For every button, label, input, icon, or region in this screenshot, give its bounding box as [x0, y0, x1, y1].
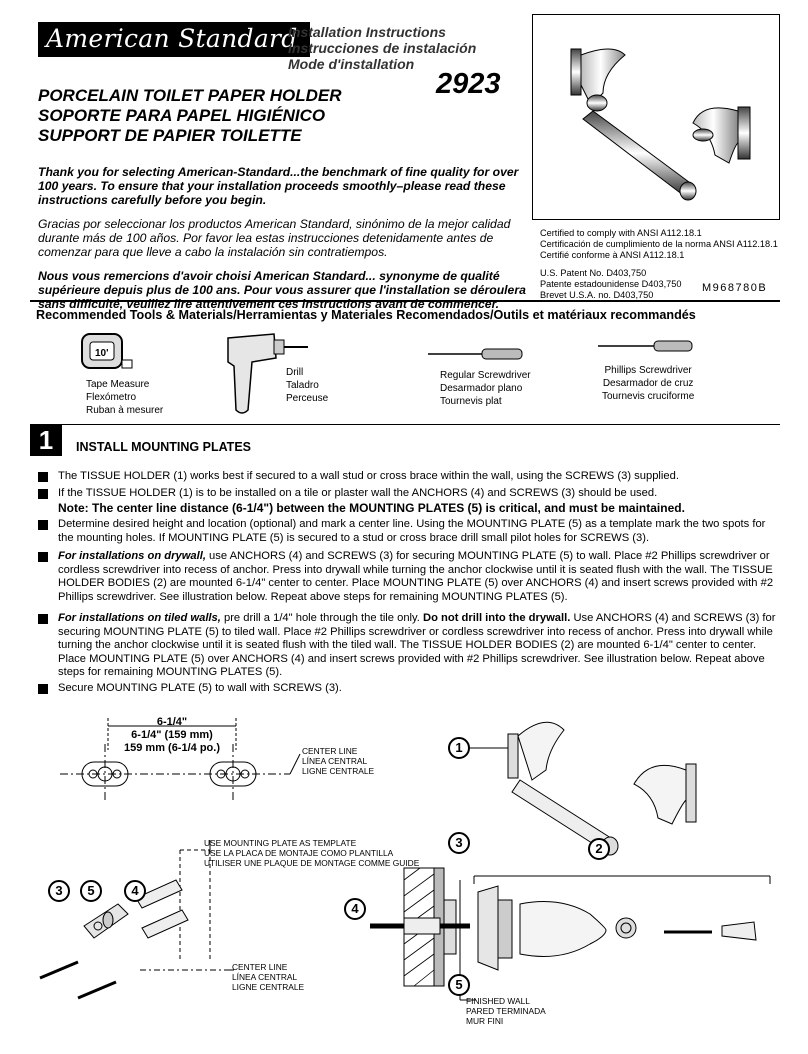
- callout-anchor: 4: [124, 880, 146, 902]
- bullet-mid: pre drill a 1/4" hole through the tile only.: [220, 612, 424, 624]
- template-label: [204, 838, 419, 868]
- cert-line: Certifié conforme à ANSI A112.18.1: [540, 250, 685, 260]
- intro-en: Thank you for selecting American-Standard...the benchmark of fine quality for over 100 years. To ensure that your installation proceeds smoothly–please read these instructions carefully before you begin.: [38, 165, 519, 207]
- bullet-text: The TISSUE HOLDER (1) works best if secured to a wall stud or cross brace within the wall, using the SCREWS (3) supplied.: [58, 470, 679, 482]
- tool-label-line: Perceuse: [286, 393, 329, 404]
- instruction-bullet: [38, 470, 780, 484]
- tool-label-line: Desarmador plano: [440, 383, 523, 394]
- bullet-lead: For installations on tiled walls,: [58, 612, 221, 624]
- bullet-square-icon: [38, 472, 48, 482]
- label-line: UTILISER UNE PLAQUE DE MONTAGE COMME GUIDE: [204, 858, 420, 868]
- model-number: 2923: [436, 68, 501, 100]
- finished-wall-label: [466, 996, 546, 1026]
- divider: [30, 424, 780, 425]
- tool-label-line: Tournevis cruciforme: [602, 391, 695, 402]
- label-line: CENTER LINE: [232, 962, 288, 972]
- tool-label-phillips: [602, 364, 694, 403]
- bullet-text: [58, 550, 780, 604]
- label-line: LIGNE CENTRALE: [302, 766, 375, 776]
- bullet-rest: Use ANCHORS (4) and SCREWS (3) for securing MOUNTING PLATE (5) to tiled wall. Place #2 Phillips screwdriver or cordless screwdriver into recess of anchor. Press into drywall while turning the anchor clockwise until it is seated flush with the tiled wall. The TISSUE HOLDER BODIES (2) are mounted 6-1/4" center to center. Place MOUNTING PLATE (5) over ANCHORS (4) and insert screws provided with #2 Phillips screwdriver. See illustration below. Repeat above steps for remaining MOUNTING PLATES (5).: [58, 612, 776, 678]
- tools-heading: Recommended Tools & Materials/Herramientas y Materiales Recomendados/Outils et matériaux recommandés: [36, 308, 696, 322]
- step-number: 1: [30, 424, 62, 456]
- toilet-paper-holder-illustration: [533, 15, 779, 219]
- bullet-square-icon: [38, 684, 48, 694]
- bullet-text: If the TISSUE HOLDER (1) is to be installed on a tile or plaster wall the ANCHORS (4) and SCREWS (3) should be used.: [58, 487, 658, 499]
- label-line: MUR FINI: [466, 1016, 504, 1026]
- tape-measure-label: 10': [95, 348, 109, 359]
- screwdriver-icon: [426, 346, 526, 362]
- tool-label-screwdriver: [440, 369, 531, 408]
- product-title-en: PORCELAIN TOILET PAPER HOLDER: [38, 86, 342, 105]
- tool-label-drill: [286, 366, 328, 405]
- intro-text: [38, 165, 526, 321]
- cert-line: Certificación de cumplimiento de la norma ANSI A112.18.1: [540, 239, 778, 249]
- tape-measure-icon: [78, 330, 134, 374]
- cert-line: Certified to comply with ANSI A112.18.1: [540, 228, 702, 238]
- bullet-square-icon: [38, 614, 48, 624]
- tool-label-line: Desarmador de cruz: [602, 378, 694, 389]
- label-line: FINISHED WALL: [466, 996, 530, 1006]
- dimension-label: [92, 716, 252, 755]
- callout-anchor: 4: [344, 898, 366, 920]
- label-line: CENTER LINE: [302, 746, 358, 756]
- label-line: USE LA PLACA DE MONTAJE COMO PLANTILLA: [204, 848, 394, 858]
- bullet-text: [58, 612, 780, 680]
- callout-screw: 3: [448, 832, 470, 854]
- label-line: LIGNE CENTRALE: [232, 982, 305, 992]
- product-image-frame: [532, 14, 780, 220]
- instruction-bullet: [38, 550, 780, 604]
- tool-label-line: Phillips Screwdriver: [604, 365, 692, 376]
- instructions-fr: Mode d'installation: [288, 56, 415, 72]
- intro-fr: Nous vous remercions d'avoir choisi American Standard... synonyme de qualité supérieure depuis plus de 100 ans. Pour vous assurer que l'installation se déroulera sans difficulté, veuillez lire attentivement ces instructions avant de commencer.: [38, 269, 526, 311]
- tool-label-line: Taladro: [286, 380, 319, 391]
- instructions-heading: [288, 24, 476, 72]
- instructions-en: Installation Instructions: [288, 24, 446, 40]
- dimension-line: 6-1/4": [156, 716, 188, 728]
- bullet-text: Secure MOUNTING PLATE (5) to wall with SCREWS (3).: [58, 682, 342, 694]
- tool-label-line: Regular Screwdriver: [440, 370, 531, 381]
- callout-holder: 1: [448, 737, 470, 759]
- callout-holder-body: 2: [588, 838, 610, 860]
- bullet-rest: use ANCHORS (4) and SCREWS (3) for securing MOUNTING PLATE (5) to wall. Place #2 Phillips screwdriver or cordless screwdriver into recess of anchor. Press into drywall while turning the anchor clockwise until it is seated flush with the wall. The TISSUE HOLDER BODIES (2) are mounted 6-1/4" center to center. Place MOUNTING PLATE (5) over ANCHORS (4) and insert screws provided with #2 Phillips screwdriver. See illustration below. Repeat above steps for remaining MOUNTING PLATES (5).: [58, 550, 774, 603]
- step-heading: INSTALL MOUNTING PLATES: [76, 440, 251, 454]
- tool-label-tape: [86, 378, 163, 417]
- patent-line: Brevet U.S.A. no. D403,750: [540, 290, 654, 300]
- callout-mounting-plate: 5: [80, 880, 102, 902]
- instructions-es: Instrucciones de instalación: [288, 40, 477, 56]
- tool-label-line: Drill: [286, 367, 304, 378]
- tool-label-line: Tape Measure: [86, 379, 150, 390]
- part-number: M968780B: [702, 282, 768, 294]
- callout-screw: 3: [48, 880, 70, 902]
- bullet-text: Determine desired height and location (optional) and mark a center line. Using the MOUNTING PLATE (5) as a template mark the two spots for the mounting holes. If MOUNTING PLATE (5) is secured to a stud or cross brace drill small pilot holes for SCREWS (3).: [58, 518, 766, 544]
- bullet-square-icon: [38, 489, 48, 499]
- center-line-label-2: [232, 962, 304, 992]
- tool-label-line: Ruban à mesurer: [86, 405, 164, 416]
- instruction-bullet: [38, 682, 780, 696]
- product-title-es: SOPORTE PARA PAPEL HIGIÉNICO: [38, 106, 326, 125]
- center-line-label: [302, 746, 374, 776]
- dimension-line: 6-1/4" (159 mm): [131, 729, 213, 741]
- bullet-lead: For installations on drywall,: [58, 550, 206, 562]
- label-line: LÍNEA CENTRAL: [302, 756, 368, 766]
- instruction-bullet: [38, 487, 780, 501]
- brand-logo: American Standard: [38, 22, 310, 57]
- intro-es: Gracias por seleccionar los productos American Standard, sinónimo de la mejor calidad durante más de 100 años. Por favor lea estas instrucciones detenidamente antes de comenzar para que lleve a cabo la instalación sin contratiempos.: [38, 217, 511, 259]
- bullet-square-icon: [38, 552, 48, 562]
- divider: [30, 300, 780, 302]
- instruction-bullet: [38, 612, 780, 680]
- tool-label-line: Tournevis plat: [440, 396, 502, 407]
- critical-note: Note: The center line distance (6-1/4") between the MOUNTING PLATES (5) is critical, and must be maintained.: [58, 501, 685, 515]
- instruction-bullet: [38, 518, 780, 545]
- bullet-square-icon: [38, 520, 48, 530]
- product-title-fr: SUPPORT DE PAPIER TOILETTE: [38, 126, 302, 145]
- label-line: LÍNEA CENTRAL: [232, 972, 298, 982]
- patent-line: U.S. Patent No. D403,750: [540, 268, 647, 278]
- label-line: PARED TERMINADA: [466, 1006, 546, 1016]
- product-title: [38, 86, 342, 146]
- callout-mounting-plate: 5: [448, 974, 470, 996]
- phillips-screwdriver-icon: [596, 338, 696, 354]
- patent-line: Patente estadounidense D403,750: [540, 279, 682, 289]
- bullet-bold: Do not drill into the drywall.: [423, 612, 571, 624]
- dimension-line: 159 mm (6-1/4 po.): [124, 742, 220, 754]
- tool-label-line: Flexómetro: [86, 392, 137, 403]
- label-line: USE MOUNTING PLATE AS TEMPLATE: [204, 838, 357, 848]
